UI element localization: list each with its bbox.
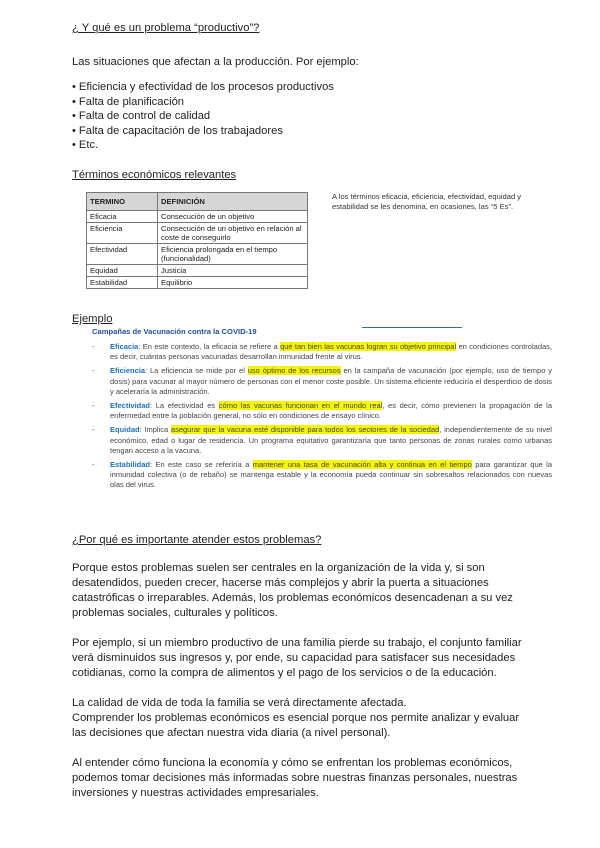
table-cell: Consecución de un objetivo en relación al coste de conseguirlo: [158, 223, 308, 244]
vaccination-title: Campañas de Vacunación contra la COVID-19: [92, 327, 257, 336]
section-heading-terms: Términos económicos relevantes: [72, 169, 237, 181]
table-cell: Justicia: [158, 265, 308, 277]
table-row: [87, 211, 308, 223]
list-item: [92, 425, 552, 456]
table-cell: Eficiencia prolongada en el tiempo (funcionalidad): [158, 244, 308, 265]
list-item: • Eficiencia y efectividad de los procesos productivos: [72, 80, 334, 95]
table-row: [87, 277, 308, 289]
item-text: , es decir, cómo previenen la propagación de la enfermedad entre la población general, no sólo en condiciones de ensayo clínico.: [110, 401, 552, 421]
paragraph: La calidad de vida de toda la familia se verá directamente afectada.: [72, 697, 407, 709]
item-text: : La eficiencia se mide por el: [145, 366, 248, 376]
bullet-list: [72, 80, 334, 153]
table-cell: Eficacia: [87, 211, 158, 223]
highlight-text: qué tan bien las vacunas logran su objetivo principal: [280, 342, 457, 351]
item-text: : La efectividad es: [150, 401, 219, 411]
paragraph: Al entender cómo funciona la economía y cómo se enfrentan los problemas económicos, podemos tomar decisiones más informadas sobre nuestras finanzas personales, nuestras inversiones y nuestras actividades empresariales.: [72, 757, 518, 799]
terms-table: [86, 192, 308, 289]
highlight-text: mantener una tasa de vacunación alta y continua en el tiempo: [252, 460, 472, 470]
table-row: [87, 223, 308, 244]
term-label: Estabilidad: [110, 460, 151, 470]
table-row: [87, 244, 308, 265]
item-text: , independientemente de su nivel económico, edad o lugar de residencia. Un programa equitativo garantizaría que tanto personas de zonas rurales como urbanas tengan acceso a la vacuna.: [110, 425, 552, 455]
item-text: : Implica: [139, 425, 171, 435]
section-heading-importance: ¿Por qué es importante atender estos problemas?: [72, 534, 322, 546]
item-text: : En este caso se referiría a: [150, 460, 253, 470]
paragraph: Por ejemplo, si un miembro productivo de una familia pierde su trabajo, el conjunto familiar verá disminuidos sus ingresos y, por ende, su capacidad para satisfacer sus necesidades cotidianas, como la compra de alimentos y el pago de los servicios o de la educación.: [72, 637, 522, 679]
paragraph: Comprender los problemas económicos es esencial porque nos permite analizar y evaluar las decisiones que afectan nuestra vida diaria (a nivel personal).: [72, 712, 520, 739]
highlight-text: cómo las vacunas funcionan en el mundo real: [218, 401, 383, 411]
item-text: : En este contexto, la eficacia se refiere a: [138, 342, 281, 351]
list-item: [92, 342, 552, 362]
item-text: para garantizar que la inmunidad colectiva (o de rebaño) se mantenga estable y la economía pueda continuar sin sobresaltos relacionados con nuevas olas del virus.: [110, 460, 552, 490]
table-row: [87, 265, 308, 277]
table-cell: Equilibrio: [158, 277, 308, 289]
list-item: • Falta de planificación: [72, 95, 334, 110]
table-cell: Estabilidad: [87, 277, 158, 289]
divider: [362, 327, 462, 328]
paragraph: Porque estos problemas suelen ser centrales en la organización de la vida y, si son desatendidos, pueden crecer, hacerse más complejos y abrir la puerta a situaciones catastróficas o irreparables. Además, los problemas económicos desencadenan a su vez problemas sociales, culturales y políticos.: [72, 562, 513, 619]
term-label: Equidad: [110, 425, 140, 435]
item-text: en la campaña de vacunación (por ejemplo, uso de tiempo y dosis) para vacunar al mayor número de personas con el menor coste posible. Un sistema eficiente reduciría el desperdicio de dosis y aceleraría la administración.: [110, 366, 552, 396]
term-label: Eficiencia: [110, 366, 146, 376]
list-item: • Falta de capacitación de los trabajadores: [72, 124, 334, 139]
list-item: • Etc.: [72, 138, 334, 153]
section-heading-example: Ejemplo: [72, 313, 113, 325]
list-item: [92, 401, 552, 421]
section-heading-productive-problem: ¿ Y qué es un problema “productivo”?: [72, 22, 260, 34]
intro-text: Las situaciones que afectan a la producción. Por ejemplo:: [72, 56, 359, 68]
table-header-cell: TERMINO: [87, 193, 158, 211]
highlight-text: uso óptimo de los recursos: [247, 366, 341, 376]
table-cell: Eficiencia: [87, 223, 158, 244]
five-es-note: A los términos eficacia, eficiencia, efectividad, equidad y estabilidad se les denomina, en ocasiones, las “5 Es”.: [332, 192, 522, 211]
importance-body: [72, 561, 532, 816]
table-header-row: [87, 193, 308, 211]
list-item: • Falta de control de calidad: [72, 109, 334, 124]
term-label: Efectividad: [110, 401, 151, 411]
table-cell: Consecución de un objetivo: [158, 211, 308, 223]
table-header-cell: DEFINICIÓN: [158, 193, 308, 211]
table-cell: Efectividad: [87, 244, 158, 265]
vaccination-list: [92, 342, 552, 495]
table-cell: Equidad: [87, 265, 158, 277]
term-label: Eficacia: [110, 342, 139, 351]
list-item: [92, 460, 552, 491]
highlight-text: asegurar que la vacuna esté disponible para todos los sectores de la sociedad: [170, 425, 440, 435]
item-text: en condiciones controladas, es decir, cuántas personas vacunadas desarrollan inmunidad frente al virus.: [110, 342, 552, 362]
list-item: [92, 366, 552, 397]
